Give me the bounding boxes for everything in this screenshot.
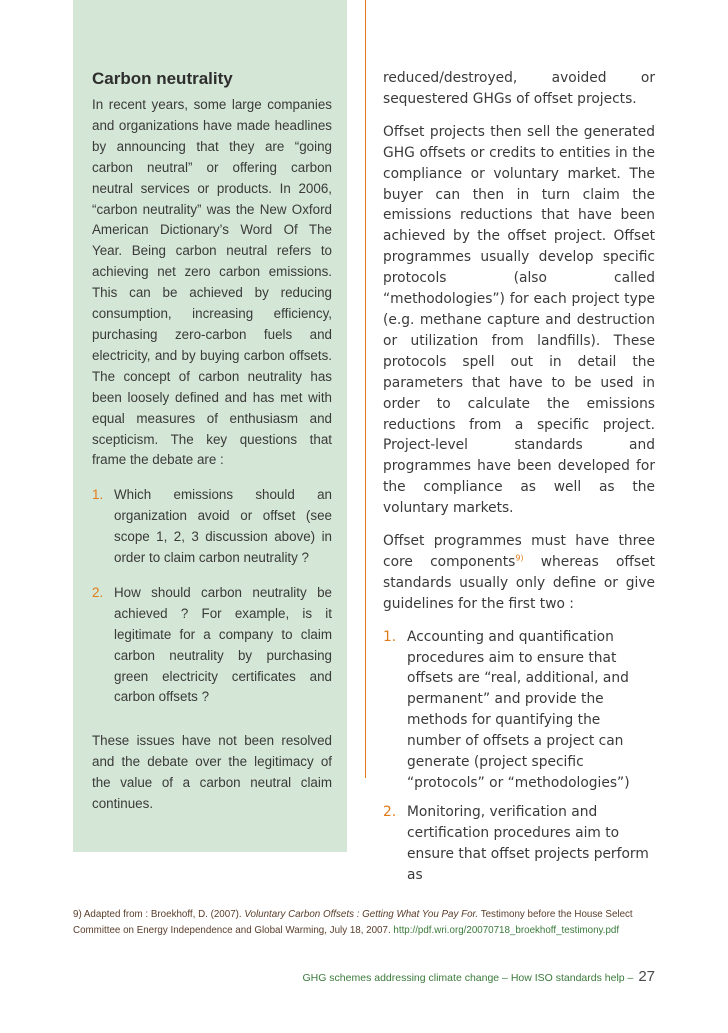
list-item xyxy=(92,485,332,569)
footnote-title: Voluntary Carbon Offsets : Getting What You Pay For. xyxy=(244,909,479,920)
footer-text: GHG schemes addressing climate change – How ISO standards help – xyxy=(302,972,634,984)
footnote-link[interactable]: http://pdf.wri.org/20070718_broekhoff_testimony.pdf xyxy=(393,925,620,936)
paragraph-text: Offset programmes must have three core components xyxy=(383,533,655,570)
list-number: 1. xyxy=(383,628,397,645)
list-number: 2. xyxy=(92,584,104,600)
carbon-neutrality-box xyxy=(92,68,332,815)
list-number: 2. xyxy=(383,803,397,820)
footnote-rest: Testimony before the House Select Committee on Energy Independence and Global Warming, July 18, 2007. xyxy=(73,909,633,936)
footnote-ref: 9) xyxy=(515,553,524,563)
list-number: 1. xyxy=(92,487,104,503)
footnote xyxy=(73,907,653,939)
list-text: Accounting and quantification procedures aim to ensure that offsets are “real, additional, and permanent” and provide the methods for quantifying the number of offsets a project can generate (project specific “protocols” or “methodologies”) xyxy=(407,628,630,791)
column-divider xyxy=(365,0,366,778)
box-question-list xyxy=(92,485,332,708)
page-number: 27 xyxy=(638,968,655,985)
component-list xyxy=(383,627,655,886)
list-item xyxy=(383,627,655,794)
list-text: Which emissions should an organization avoid or offset (see scope 1, 2, 3 discussion above) in order to claim carbon neutrality ? xyxy=(114,487,332,566)
list-item xyxy=(383,802,655,886)
paragraph xyxy=(383,531,655,615)
page-footer xyxy=(302,968,655,985)
list-text: Monitoring, verification and certification procedures aim to ensure that offset projects perform as xyxy=(407,803,649,883)
box-closing: These issues have not been resolved and the debate over the legitimacy of the value of a carbon neutral claim continues. xyxy=(92,733,332,812)
main-column xyxy=(383,68,655,894)
paragraph-text: whereas offset standards usually only define or give guidelines for the first two : xyxy=(383,553,655,612)
box-intro: In recent years, some large companies and organizations have made headlines by announcing that they are “going carbon neutral” or offering carbon neutral services or products. In 2006, “carbon neutrality” was the New Oxford American Dictionary’s Word Of The Year. Being carbon neutral refers to achieving net zero carbon emissions. This can be achieved by reducing consumption, increasing efficiency, purchasing zero-carbon fuels and electricity, and by buying carbon offsets. The concept of carbon neutrality has been loosely defined and has met with equal measures of enthusiasm and scepticism. The key questions that frame the debate are : xyxy=(92,97,332,468)
paragraph: Offset projects then sell the generated GHG offsets or credits to entities in the compliance or voluntary market. The buyer can then in turn claim the emissions reductions that have been achieved by the offset project. Offset programmes usually develop specific protocols (also called “methodologies”) for each project type (e.g. methane capture and destruction or utilization from landfills). These protocols spell out in detail the parameters that have to be used in order to calculate the emissions reductions from a specific project. Project-level standards and programmes have been developed for the compliance as well as the voluntary markets. xyxy=(383,123,655,517)
paragraph: reduced/destroyed, avoided or sequestered GHGs of offset projects. xyxy=(383,70,655,107)
footnote-lead: 9) Adapted from : Broekhoff, D. (2007). xyxy=(73,909,245,920)
list-text: How should carbon neutrality be achieved ? For example, is it legitimate for a company to claim carbon neutrality by purchasing green electricity certificates and carbon offsets ? xyxy=(114,584,332,705)
box-title: Carbon neutrality xyxy=(92,69,233,88)
list-item xyxy=(92,583,332,708)
